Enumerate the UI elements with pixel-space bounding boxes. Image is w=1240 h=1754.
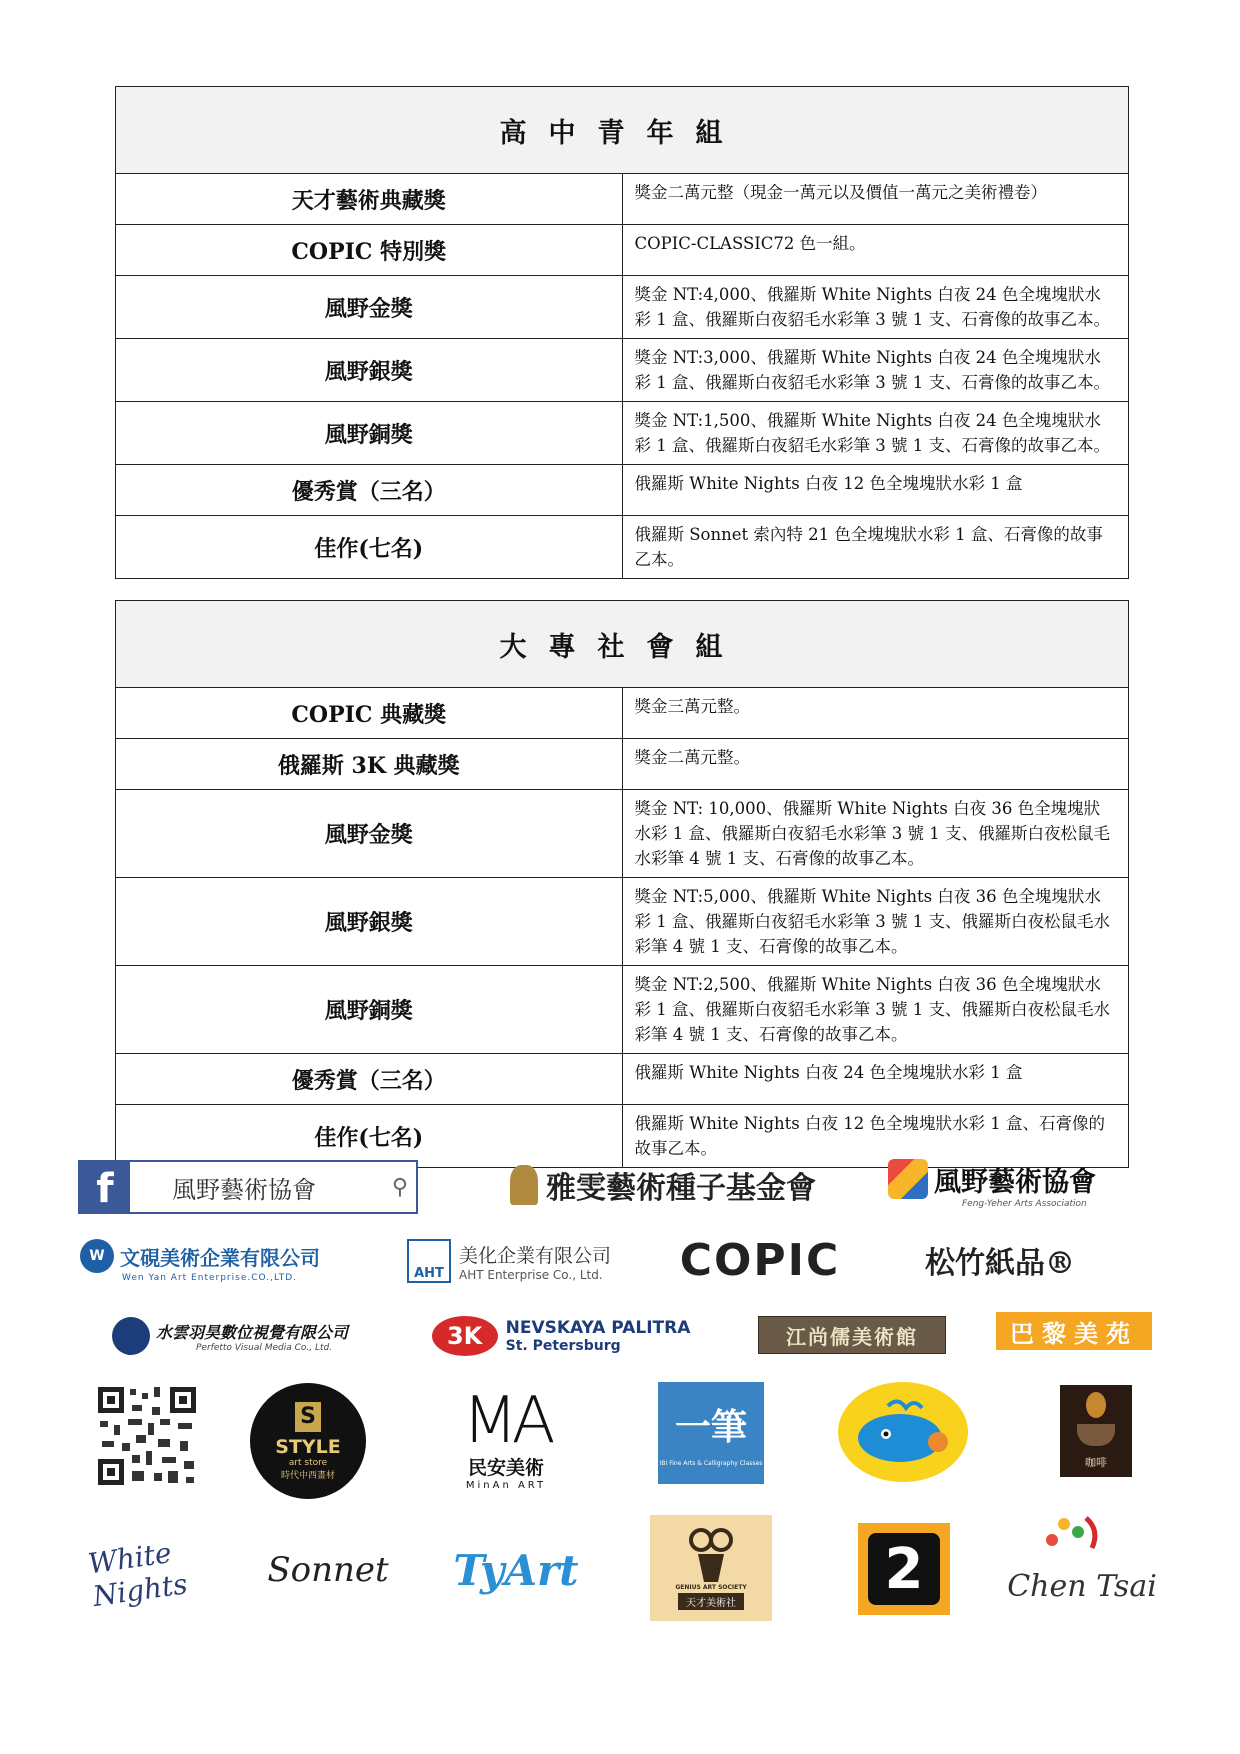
yaween-emblem-icon bbox=[510, 1165, 538, 1205]
facebook-page-name: 風野藝術協會 bbox=[172, 1175, 316, 1204]
award-name: 風野銅獎 bbox=[116, 966, 623, 1054]
minan-art-logo bbox=[448, 1378, 564, 1502]
award-desc: 獎金 NT:5,000、俄羅斯 White Nights 白夜 36 色全塊塊狀水彩 1 盒、俄羅斯白夜貂毛水彩筆 3 號 1 支、俄羅斯白夜松鼠毛水彩筆 4 號 1 支、石膏像的故事乙本。 bbox=[622, 878, 1129, 966]
genius-english: GENIUS ART SOCIETY bbox=[675, 1584, 747, 1591]
cafe-logo bbox=[1060, 1385, 1132, 1477]
jiang-gallery-logo bbox=[758, 1316, 946, 1354]
award-table-high-school bbox=[115, 86, 1129, 579]
aht-english: AHT Enterprise Co., Ltd. bbox=[458, 1267, 603, 1282]
number-two-emblem: 2 bbox=[868, 1533, 940, 1605]
chen-tsai-dots-icon bbox=[1042, 1512, 1102, 1552]
aht-name: 美化企業有限公司 bbox=[458, 1244, 611, 1267]
yaween-foundation-logo bbox=[488, 1160, 838, 1210]
style-name: STYLE bbox=[275, 1435, 341, 1458]
sponsor-logos bbox=[0, 1150, 1240, 1650]
facebook-search-bar[interactable] bbox=[78, 1160, 418, 1214]
table-title: 高中青年組 bbox=[116, 87, 1129, 174]
award-name: 風野金獎 bbox=[116, 276, 623, 339]
award-name: 優秀賞（三名） bbox=[116, 1054, 623, 1105]
award-name: 天才藝術典藏獎 bbox=[116, 174, 623, 225]
facebook-icon: f bbox=[80, 1162, 130, 1212]
bali-logo bbox=[996, 1312, 1152, 1350]
award-desc: COPIC-CLASSIC72 色一組。 bbox=[622, 225, 1129, 276]
shuiyun-english: Perfetto Visual Media Co., Ltd. bbox=[195, 1342, 333, 1353]
shuiyun-name: 水雲羽昊數位視覺有限公司 bbox=[155, 1322, 348, 1342]
fengye-english: Feng-Yeher Arts Association bbox=[962, 1199, 1087, 1209]
award-name: COPIC 典藏獎 bbox=[116, 688, 623, 739]
award-desc: 獎金 NT:3,000、俄羅斯 White Nights 白夜 24 色全塊塊狀水彩 1 盒、俄羅斯白夜貂毛水彩筆 3 號 1 支、石膏像的故事乙本。 bbox=[622, 339, 1129, 402]
coffee-bean-icon bbox=[1086, 1392, 1106, 1418]
wenyan-english: Wen Yan Art Enterprise.CO.,LTD. bbox=[122, 1273, 298, 1283]
award-desc: 獎金三萬元整。 bbox=[622, 688, 1129, 739]
aht-emblem: AHT bbox=[407, 1239, 451, 1283]
award-name: 風野銀獎 bbox=[116, 878, 623, 966]
award-name: 俄羅斯 3K 典藏獎 bbox=[116, 739, 623, 790]
yibi-logo bbox=[658, 1382, 764, 1484]
award-desc: 俄羅斯 White Nights 白夜 12 色全塊塊狀水彩 1 盒、石膏像的故事乙本。 bbox=[622, 1105, 1129, 1168]
wenyan-emblem-icon: W bbox=[80, 1239, 114, 1273]
yibi-name: 一筆 bbox=[674, 1406, 747, 1448]
award-desc: 俄羅斯 White Nights 白夜 24 色全塊塊狀水彩 1 盒 bbox=[622, 1054, 1129, 1105]
award-desc: 俄羅斯 White Nights 白夜 12 色全塊塊狀水彩 1 盒 bbox=[622, 465, 1129, 516]
nevskaya-logo bbox=[426, 1308, 696, 1364]
chen-tsai-logo bbox=[1004, 1512, 1160, 1620]
award-name: 佳作(七名) bbox=[116, 516, 623, 579]
style-chinese-name: 時代中西畫材 bbox=[280, 1470, 335, 1481]
copic-name: COPIC bbox=[679, 1234, 841, 1286]
award-name: 風野金獎 bbox=[116, 790, 623, 878]
wenyan-name: 文硯美術企業有限公司 bbox=[120, 1245, 320, 1270]
award-desc: 獎金 NT:2,500、俄羅斯 White Nights 白夜 36 色全塊塊狀水彩 1 盒、俄羅斯白夜貂毛水彩筆 3 號 1 支、俄羅斯白夜松鼠毛水彩筆 4 號 1 支、石膏像的故事乙本。 bbox=[622, 966, 1129, 1054]
minan-english: MinAn ART bbox=[465, 1480, 547, 1491]
chen-tsai-name: Chen Tsai bbox=[1007, 1568, 1157, 1604]
aht-logo bbox=[394, 1232, 624, 1290]
award-name: COPIC 特別獎 bbox=[116, 225, 623, 276]
nevskaya-3k-emblem: 3K bbox=[432, 1316, 498, 1356]
cafe-name: 咖啡 bbox=[1085, 1456, 1107, 1469]
whale-mascot-logo bbox=[838, 1382, 968, 1482]
yibi-subtitle: IBI Fine Arts & Calligraphy Classes bbox=[659, 1460, 763, 1467]
songzhu-name: 松竹紙品® bbox=[925, 1246, 1075, 1281]
genius-art-society-logo bbox=[650, 1515, 772, 1621]
wenyan-logo bbox=[80, 1234, 350, 1288]
white-nights-name: White Nights bbox=[86, 1536, 190, 1614]
style-art-store-logo bbox=[250, 1383, 366, 1499]
bali-name: 巴黎美苑 bbox=[1010, 1318, 1138, 1348]
award-name: 佳作(七名) bbox=[116, 1105, 623, 1168]
award-desc: 獎金二萬元整。 bbox=[622, 739, 1129, 790]
nevskaya-name: NEVSKAYA PALITRA bbox=[505, 1318, 691, 1338]
award-name: 風野銅獎 bbox=[116, 402, 623, 465]
award-name: 優秀賞（三名） bbox=[116, 465, 623, 516]
tyart-logo bbox=[436, 1538, 596, 1602]
award-desc: 俄羅斯 Sonnet 索內特 21 色全塊塊狀水彩 1 盒、石膏像的故事乙本。 bbox=[622, 516, 1129, 579]
copic-logo bbox=[670, 1230, 850, 1290]
fengye-association-logo bbox=[888, 1156, 1118, 1212]
songzhu-logo bbox=[920, 1230, 1080, 1290]
fengye-emblem-icon bbox=[888, 1159, 928, 1199]
award-desc: 獎金二萬元整（現金一萬元以及價值一萬元之美術禮卷） bbox=[622, 174, 1129, 225]
nevskaya-city: St. Petersburg bbox=[505, 1338, 621, 1354]
qr-code-icon bbox=[96, 1385, 198, 1487]
award-desc: 獎金 NT:4,000、俄羅斯 White Nights 白夜 24 色全塊塊狀水彩 1 盒、俄羅斯白夜貂毛水彩筆 3 號 1 支、石膏像的故事乙本。 bbox=[622, 276, 1129, 339]
qr-code bbox=[96, 1385, 198, 1487]
sonnet-name: Sonnet bbox=[267, 1550, 389, 1590]
sonnet-logo bbox=[258, 1540, 398, 1600]
award-name: 風野銀獎 bbox=[116, 339, 623, 402]
white-nights-logo bbox=[86, 1530, 240, 1614]
award-desc: 獎金 NT:1,500、俄羅斯 White Nights 白夜 24 色全塊塊狀水彩 1 盒、俄羅斯白夜貂毛水彩筆 3 號 1 支、石膏像的故事乙本。 bbox=[622, 402, 1129, 465]
owl-emblem-icon bbox=[688, 1526, 734, 1584]
minan-emblem: MA bbox=[462, 1384, 550, 1458]
tyart-name: TyArt bbox=[453, 1545, 579, 1595]
yaween-name: 雅雯藝術種子基金會 bbox=[546, 1171, 816, 1206]
search-icon: ⚲ bbox=[391, 1174, 408, 1200]
number-two-logo bbox=[858, 1523, 950, 1615]
whale-icon bbox=[848, 1392, 958, 1472]
table-title: 大專社會組 bbox=[116, 601, 1129, 688]
shuiyun-logo bbox=[80, 1310, 380, 1362]
style-emblem: S bbox=[295, 1402, 321, 1432]
genius-chinese: 天才美術社 bbox=[678, 1593, 744, 1610]
award-desc: 獎金 NT: 10,000、俄羅斯 White Nights 白夜 36 色全塊塊狀水彩 1 盒、俄羅斯白夜貂毛水彩筆 3 號 1 支、俄羅斯白夜松鼠毛水彩筆 4 號 1 支、石膏像的故事乙本。 bbox=[622, 790, 1129, 878]
jiang-gallery-name: 江尚儒美術館 bbox=[786, 1324, 918, 1349]
fengye-name: 風野藝術協會 bbox=[934, 1166, 1096, 1198]
minan-name: 民安美術 bbox=[467, 1457, 544, 1479]
coffee-cup-icon bbox=[1077, 1424, 1115, 1446]
shuiyun-emblem-icon bbox=[112, 1317, 150, 1355]
award-table-college bbox=[115, 600, 1129, 1168]
style-subtitle: art store bbox=[288, 1457, 328, 1468]
